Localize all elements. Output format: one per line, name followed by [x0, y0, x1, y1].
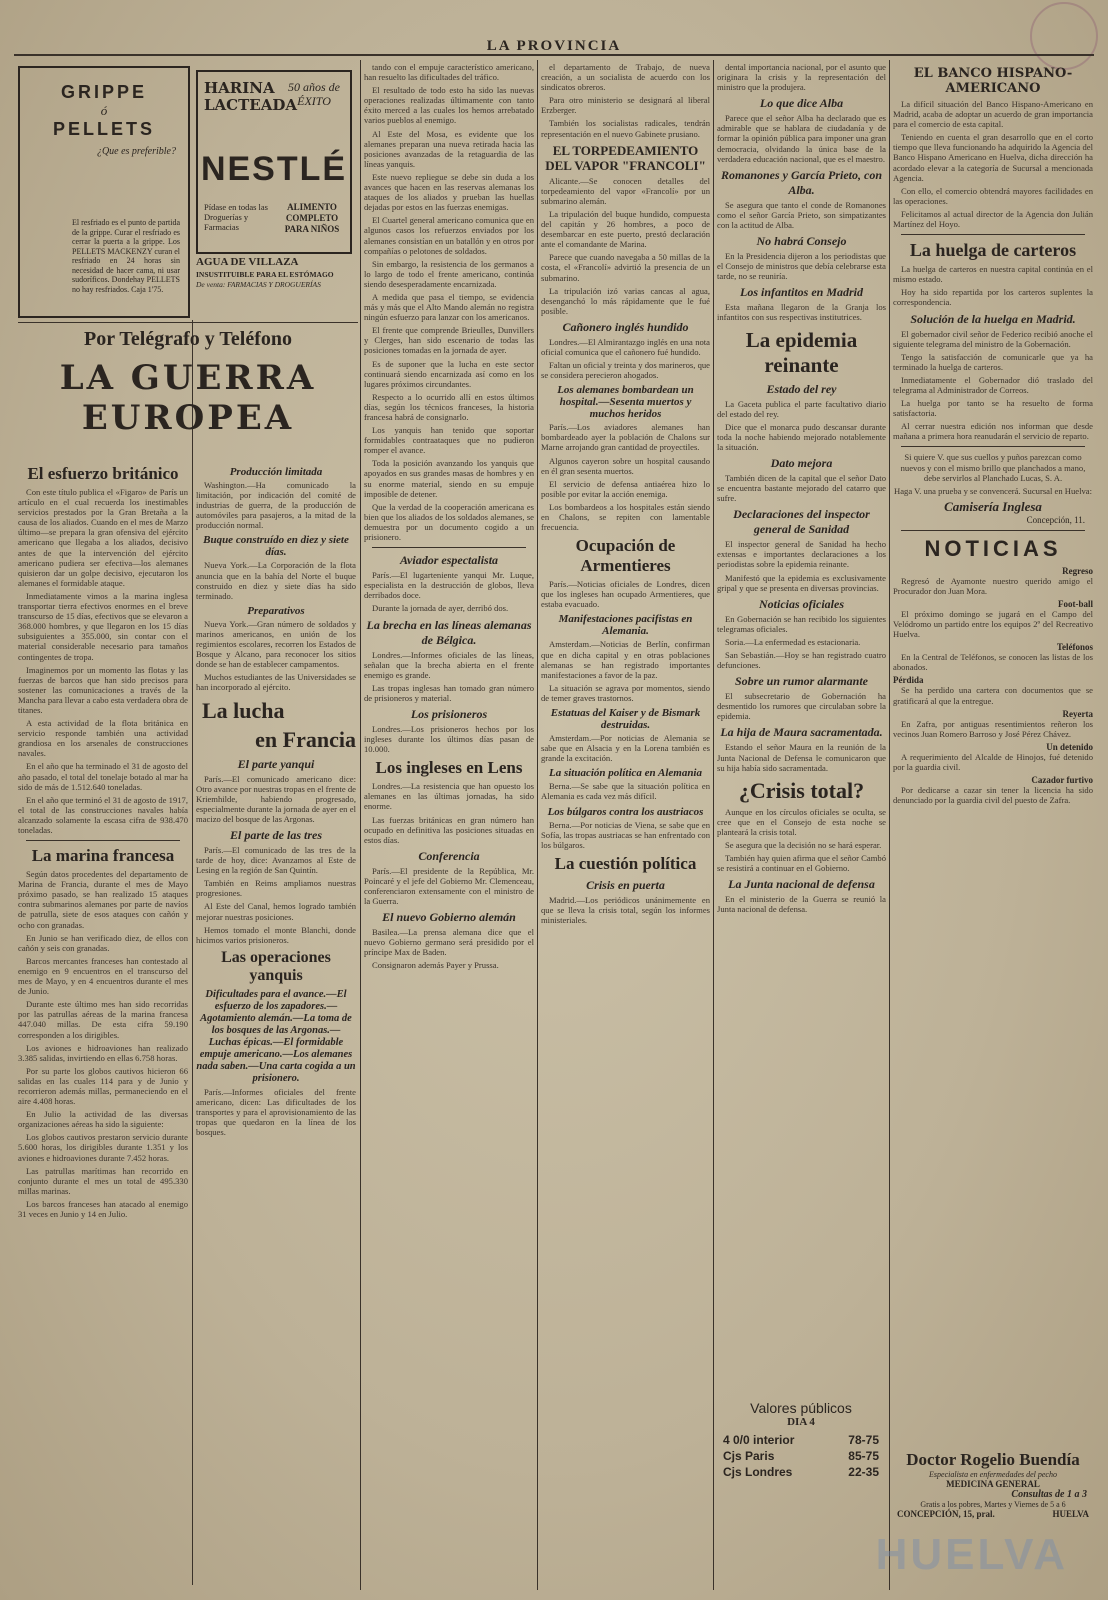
values-row	[717, 1432, 885, 1448]
top-rule	[14, 54, 1094, 56]
paragraph: Amsterdam.—Por noticias de Alemania se sabe que en Alsacia y en la Lorena también es grande la excitación.	[541, 733, 710, 764]
doctor-name: Doctor Rogelio Buendía	[906, 1450, 1080, 1469]
paragraph: Teniendo en cuenta el gran desarrollo que en el corto tiempo que lleva funcionando ha adquirido la Agencia del Banco Hispano Americano en Huelva, dicha dirección ha acordado elevar a la categoría de Sucursal a mencionada Agencia.	[893, 132, 1093, 183]
paragraph: París.—Noticias oficiales de Londres, dicen que los ingleses han ocupado Armentieres, que estaba evacuado.	[541, 579, 710, 610]
paragraph: Nueva York.—La Corporación de la flota anuncia que en la bahía del Norte el buque construido en diez y siete días ha sido terminado.	[196, 560, 356, 601]
heading-total-crisis: ¿Crisis total?	[738, 777, 865, 803]
nestle-sub-left: Pídase en todas las Droguerías y Farmacias	[204, 202, 268, 232]
paragraph: París.—El comunicado de las tres de la tarde de hoy, dice: Avanzamos al Este de Lesing en la región de San Quintín.	[196, 844, 356, 876]
paragraph: La difícil situación del Banco Hispano-Americano en Madrid, acaba de adoptar un acuerdo de gran importancia para el comercio de esta capital.	[893, 99, 1093, 130]
paragraph: La huelga de carteros en nuestra capital continúa en el mismo estado.	[893, 264, 1093, 285]
heading-french-navy: La marina francesa	[31, 846, 175, 866]
paragraph: Faltan un oficial y treinta y dos marineros, que se considera perecieron ahogados.	[541, 360, 710, 381]
divider	[901, 234, 1085, 235]
paragraph: Los aviones e hidroaviones han realizado 3.385 salidas, invirtiendo en ellas 6.758 horas.	[18, 1042, 188, 1063]
paragraph: dental importancia nacional, por el asunto que originara la crisis y la representación del ministro que la produjera.	[717, 62, 886, 93]
paragraph: San Sebastián.—Hoy se han registrado cuatro defunciones.	[717, 650, 886, 671]
paragraph: También hay quien afirma que el señor Cambó se resistirá a continuar en el Gobierno.	[717, 853, 886, 874]
news-heading: NOTICIAS	[924, 535, 1062, 561]
paragraph: Para otro ministerio se designará al liberal Erzberger.	[541, 95, 710, 116]
paragraph: Washington.—Ha comunicado la limitación, por indicación del comité de industrias de guerra, de la producción de automóviles para pasajeros, a la mitad de la producción normal.	[196, 480, 356, 531]
villaza-sale: De venta: FARMACIAS Y DROGUERÍAS	[196, 280, 321, 289]
grippe-question: ¿Que es preferible?	[96, 146, 176, 157]
nestle-left-label: HARINA LACTEADA	[204, 79, 298, 114]
values-row	[717, 1448, 885, 1464]
heading-infantitos: Los infantitos en Madrid	[739, 285, 864, 300]
heading-defense-junta: La Junta nacional de defensa	[728, 877, 875, 892]
heading-aviator: Aviador espectalista	[399, 553, 499, 568]
doctor-hours: Consultas de 1 a 3	[1011, 1489, 1087, 1500]
values-table	[717, 1432, 885, 1480]
heading-strike-madrid: Solución de la huelga en Madrid.	[910, 311, 1076, 326]
paragraph: Se asegura que tanto el conde de Romanones como el señor García Prieto, son simpatizantes con la actitud de Alba.	[717, 199, 886, 230]
paragraph: Algunos cayeron sobre un hospital causando en él gran sesenta muertos.	[541, 455, 710, 476]
paragraph: El servicio de defensa antiaérea hizo lo posible por evitar la acción enemiga.	[541, 478, 710, 499]
heading-british-effort: El esfuerzo británico	[27, 464, 179, 483]
archive-watermark: HUELVA	[875, 1530, 1068, 1579]
heading-crisis: Crisis en puerta	[586, 877, 665, 892]
villaza-sub: INSUSTITUIBLE PARA EL ESTÓMAGO	[196, 270, 334, 279]
paragraph: La tripulación izó varias cancas al agua, desenganchó lo más rápidamente que le fué posible.	[541, 285, 710, 316]
heading-conference: Conferencia	[418, 848, 480, 863]
pellets-title: PELLETS	[52, 119, 155, 139]
paragraph: En la Central de Teléfonos, se conocen las listas de los abonados.	[893, 652, 1093, 673]
library-stamp	[1030, 2, 1098, 70]
paragraph: Londres.—Los prisioneros hechos por los ingleses durante los últimos días pasan de 10.000.	[364, 723, 534, 755]
heading-political-question: La cuestión política	[554, 853, 697, 873]
paragraph: Madrid.—Los periódicos unánimemente en que se lleva la crisis total, según los informes ministeriales.	[541, 894, 710, 925]
paragraph: A medida que pasa el tiempo, se evidencia más y más que el Alto Mando alemán no registra ningún esfuerzo para lanzar con los americanos.	[364, 291, 534, 323]
paragraph: El Cuartel general americano comunica que en algunos casos los refuerzos enviados por los alemanes consistían en un batallón y en otros por compañías o pelotones de soldados.	[364, 215, 534, 256]
column-1	[18, 460, 188, 1585]
heading-poacher: Cazador furtivo	[1031, 775, 1093, 786]
masthead: LA PROVINCIA	[486, 38, 622, 54]
heading-strike: La huelga de carteros	[909, 240, 1077, 261]
villaza-title: AGUA DE VILLAZA	[196, 256, 299, 268]
paragraph: Las fuerzas británicas en gran número han ocupado en definitiva las posiciones situadas en estos días.	[364, 814, 534, 845]
heading-epidemic: La epidemia reinante	[745, 327, 858, 377]
heading-political-situation: La situación política en Alemania	[549, 767, 702, 780]
paragraph: Londres.—Informes oficiales de las líneas, señalan que la brecha abierta en el frente enemigo es grande.	[364, 649, 534, 680]
paragraph: Dice que el monarca pudo descansar durante toda la noche habiendo mejorado notablemente la situación.	[717, 421, 886, 452]
column-5	[717, 62, 886, 1392]
values-value: 22-35	[848, 1465, 879, 1479]
paragraph: Este nuevo repliegue se debe sin duda a los avances que hacen en las reservas alemanas los ataques de los aliados y prueban las huellas dejadas por estos en las fuerzas enemigas.	[364, 171, 534, 213]
heading-new-government: El nuevo Gobierno alemán	[382, 910, 516, 925]
paragraph: Regresó de Ayamonte nuestro querido amigo el Procurador don Juan Mora.	[893, 575, 1093, 596]
paragraph: En el ministerio de la Guerra se reunió la Junta nacional de defensa.	[717, 894, 886, 915]
paragraph: Alicante.—Se conocen detalles del torpedeamiento del vapor «Francolí» por un submarino alemán.	[541, 175, 710, 206]
heading-yankee-report: El parte yanqui	[237, 756, 315, 771]
values-name: Cjs Paris	[723, 1449, 775, 1463]
values-name: 4 0/0 interior	[723, 1433, 795, 1447]
paragraph: A esta actividad de la flota británica en servicio responde también una actividad grandiosa en los arsenales de construcciones navales.	[18, 718, 188, 759]
paragraph: Inmediatamente el Gobernador dió traslado del telegrama al Administrador de Correos.	[893, 374, 1093, 395]
heading-armentieres: Ocupación de Armentieres	[575, 536, 676, 576]
paragraph: El gobernador civil señor de Federico recibió anoche el siguiente telegrama del ministro de la Gobernación.	[893, 328, 1093, 349]
paragraph: Imaginemos por un momento las flotas y las fuerzas de barcos que han sido precisos para sostener las comunicaciones a través de la Mancha para llevar a cabo esta verdadera obra de titanes.	[18, 664, 188, 715]
paragraph: La Gaceta publica el parte facultativo diario del estado del rey.	[717, 398, 886, 419]
heading-breach: La brecha en las líneas alemanas de Bélgica.	[366, 617, 532, 647]
paragraph: La situación se agrava por momentos, siendo de temer graves trastornos.	[541, 682, 710, 703]
camiseria-address: Concepción, 11.	[1026, 514, 1085, 525]
heading-three-report: El parte de las tres	[230, 827, 322, 842]
divider	[372, 547, 526, 548]
paragraph: tando con el empuje característico americano, han resuelto las dificultades del tráfico.	[364, 62, 534, 83]
grippe-or: ó	[100, 103, 108, 118]
heading-fight-brawl: Reyerta	[1062, 708, 1093, 719]
heading-ship: Buque construído en diez y siete días.	[203, 534, 349, 559]
paragraph: Con ello, el comercio obtendrá mayores facilidades en las operaciones.	[893, 185, 1093, 206]
heading-difficulties: Dificultades para el avance.—El esfuerzo de los zapadores.—Agotamiento alemán.—La toma de los bosques de las Argonas.—Luchas épicas.—El formidable empuje americano.—Los alemanes nada saben.—Una carta cogida a un prisionero.	[196, 988, 356, 1084]
paragraph: Esta mañana llegaron de la Granja los infantitos con sus respectivas institutrices.	[717, 302, 886, 323]
heading-pacifist: Manifestaciones pacifistas en Alemania.	[558, 613, 693, 638]
heading-fight: La lucha	[202, 697, 285, 723]
paragraph: Que la verdad de la cooperación americana es bien que los aliados de los soldados alemanes, se demuestra por un documento cogido a un prisionero.	[364, 501, 534, 543]
war-heading-2: EUROPEA	[81, 398, 295, 438]
heading-dato: Dato mejora	[770, 455, 833, 470]
paragraph: También los socialistas radicales, tendrán representación en el nuevo Gabinete prusiano.	[541, 118, 710, 139]
paragraph: La huelga por tanto se ha resuelto de forma satisfactoria.	[893, 398, 1093, 419]
paragraph: Basilea.—La prensa alemana dice que el nuevo Gobierno germano será presidido por el príncipe Max de Baden.	[364, 927, 534, 958]
heading-in-france: en Francia	[255, 726, 356, 752]
paragraph: En Gobernación se han recibido los siguientes telegramas oficiales.	[717, 613, 886, 634]
paragraph: Respecto a lo ocurrido allí en estos últimos días, según los técnicos franceses, la historia francesa habrá de consignarlo.	[364, 391, 534, 422]
paragraph: Tengo la satisfacción de comunicarle que ya ha terminado la huelga de carteros.	[893, 351, 1093, 372]
public-values-box	[717, 1400, 885, 1550]
paragraph: Parece que el señor Alba ha declarado que es admirable que se hablara de ciudadanía y de formar la opinión pública para imponer una gran democracia, olvidando la única base de la verdadera educación nacional, que es el maestro.	[717, 113, 886, 164]
paragraph: el departamento de Trabajo, de nueva creación, a un socialista de acuerdo con los sindicatos obreros.	[541, 62, 710, 93]
paragraph: Nueva York.—Gran número de soldados y marinos americanos, en unión de los regimientos escolares, recorren los Estados de Bosque y Alcano, para reconocer los sitios donde se han de establecer campamentos.	[196, 618, 356, 670]
heading-yankee-ops: Las operaciones yanquis	[221, 948, 331, 984]
paragraph: Hoy ha sido repartida por los carteros suplentes la correspondencia.	[893, 287, 1093, 308]
nestle-brand: NESTLÉ	[200, 150, 348, 188]
paragraph: El próximo domingo se jugará en el Campo del Velódromo un partido entre los equipos 2º del Recreativo Huelva.	[893, 609, 1093, 640]
war-heading-1: LA GUERRA	[59, 358, 317, 398]
paragraph: En Zafra, por antiguas resentimientos reñeron los vecinos Juan Romero Barroso y José Pérez Chávez.	[893, 718, 1093, 739]
paragraph: Es de suponer que la lucha en este sector continuará siendo encarnizada así como en los lugares próximos circundantes.	[364, 358, 534, 389]
divider	[26, 840, 180, 841]
doctor-address: CONCEPCIÓN, 15, pral.	[897, 1509, 995, 1519]
heading-football: Foot-ball	[1058, 599, 1093, 609]
divider	[901, 446, 1085, 447]
paragraph: En el año que terminó el 31 de agosto de 1917, el total de las construcciones navales había alcanzado solamente la escasa cifra de 938.470 toneladas.	[18, 794, 188, 835]
camiseria-name: Camisería Inglesa	[944, 498, 1042, 514]
paragraph: Al Este del Canal, hemos logrado también mejorar nuestras posiciones.	[196, 901, 356, 922]
paragraph: Hemos tomado el monte Blanchi, donde hicimos varios prisioneros.	[196, 924, 356, 945]
heading-production: Producción limitada	[229, 466, 323, 478]
values-day: DIA 4	[787, 1416, 815, 1428]
paragraph: En la Presidencia dijeron a los periodistas que el Consejo de ministros que debía celebrarse esta tarde, no se reuniría.	[717, 251, 886, 282]
paragraph: En Junio se han verificado diez, de ellos con cañón y seis con granadas.	[18, 932, 188, 953]
heading-loss: Pérdida	[893, 675, 924, 686]
values-row	[717, 1464, 885, 1480]
paragraph: Londres.—El Almirantazgo inglés en una nota oficial comunica que el cañonero fué hundido.	[541, 336, 710, 357]
paragraph: Toda la posición avanzando los yanquis que apoyados en sus grandes masas de hombres y en su enorme material, siendo en su empuje imposible de detener.	[364, 458, 534, 499]
doctor-free: Gratis a los pobres, Martes y Viernes de 5 a 6	[920, 1500, 1066, 1509]
values-name: Cjs Londres	[723, 1465, 793, 1479]
paragraph: Los barcos franceses han atacado al enemigo 31 veces en Junio y 14 en Julio.	[18, 1198, 188, 1219]
heading-telephones: Teléfonos	[1056, 642, 1093, 653]
paragraph: Durante la jornada de ayer, derribó dos.	[372, 603, 509, 614]
paragraph: Muchos estudiantes de las Universidades se han incorporado al ejército.	[196, 672, 356, 693]
column-3	[364, 62, 534, 1587]
camiseria-mid: Haga V. una prueba y se convencerá. Sucursal en Huelva:	[894, 485, 1092, 496]
heading-alba: Lo que dice Alba	[759, 96, 844, 111]
paragraph: El inspector general de Sanidad ha hecho extensas e importantes declaraciones a los periodistas sobre la epidemia reinante.	[717, 539, 886, 570]
column-rule	[537, 60, 538, 1590]
camiseria-intro: Si quiere V. que sus cuellos y puños parezcan como nuevos y con el mismo brillo que planchados a mano, debe servirlos al Planchado Lucas, S. A.	[900, 452, 1086, 483]
paragraph: Felicitamos al actual director de la Agencia don Julián Martínez del Hoyo.	[893, 208, 1093, 230]
paragraph: París.—El comunicado americano dice: Otro avance por nuestras tropas en el frente de Kriemhilde, habiendo progresado, especialmente durante la jornada de ayer en el macizo del bosque de las Argonas.	[196, 773, 356, 824]
paragraph: Manifestó que la epidemia es exclusivamente gripal y que se presenta en diversas provincias.	[717, 572, 886, 593]
paragraph: Sin embargo, la resistencia de los germanos a lo largo de todo el frente americano, continúa siendo desesperadamente encarnizada.	[364, 258, 534, 289]
paragraph: Londres.—La resistencia que han opuesto los alemanes en las últimas jornadas, ha sido enorme.	[364, 781, 534, 812]
divider	[901, 530, 1085, 531]
heading-preparations: Preparativos	[247, 604, 305, 617]
heading-rumor: Sobre un rumor alarmante	[734, 674, 869, 689]
paragraph: Berna.—Se sabe que la situación política en Alemania es cada vez más difícil.	[541, 781, 710, 802]
values-value: 85-75	[848, 1449, 879, 1463]
heading-inspector: Declaraciones del inspector general de Sanidad	[733, 507, 870, 537]
paragraph: Se asegura que la decisión no se hará esperar.	[725, 840, 882, 851]
paragraph: Amsterdam.—Noticias de Berlín, confirman que en dicha capital y en otras poblaciones alemanas se han registrado importantes manifestaciones a favor de la paz.	[541, 639, 710, 680]
heading-torpedo: EL TORPEDEAMIENTO DEL VAPOR "FRANCOLI"	[545, 142, 706, 173]
heading-no-council: No habrá Consejo	[756, 234, 847, 249]
heading-official-news: Noticias oficiales	[759, 596, 844, 611]
heading-detained: Un detenido	[1046, 741, 1093, 752]
paragraph: Estando el señor Maura en la reunión de la Junta Nacional de Defensa le comunicaron que su hija había sido sacramentada.	[717, 742, 886, 773]
paragraph: Los globos cautivos prestaron servicio durante 5.600 horas, los dirigibles durante 1.351 y los aviones e hidroaviones durante 7.452 horas.	[18, 1132, 188, 1163]
paragraph: El subsecretario de Gobernación ha desmentido los rumores que circulaban sobre la epidemia.	[717, 691, 886, 722]
paragraph: París.—Informes oficiales del frente americano, dicen: Las dificultades de los transportes y para el aprovisionamiento de las tropas que quedaron en la línea de los bosques.	[196, 1086, 356, 1138]
paragraph: A requerimiento del Alcalde de Hinojos, fué detenido por la guardia civil.	[893, 751, 1093, 772]
paragraph: Durante este último mes han sido recorridas por las patrullas aéreas de la marina francesa 447.040 millas. De esta cifra 59.190 corresponden a los dirigibles.	[18, 999, 188, 1040]
heading-prisoners: Los prisioneros	[410, 706, 488, 721]
column-rule	[713, 60, 714, 1590]
column-rule	[889, 60, 890, 1590]
column-4	[541, 62, 710, 1442]
paragraph: Soria.—La enfermedad es estacionaria.	[725, 636, 861, 647]
paragraph: Inmediatamente vimos a la marina inglesa transportar tierra efectivos enormes en el breve transcurso de 15 días, efectivos que se elevaron a 368.000 hombres, y que llegaron en los 15 días subsiguientes a 355.000, sin contar con el material considerable necesario para tamaños contingentes de tropa.	[18, 590, 188, 662]
doctor-specialty: Especialista en enfermedades del pecho	[929, 1470, 1057, 1479]
telegraph-heading: Por Telégrafo y Teléfono	[84, 328, 292, 350]
paragraph: Barcos mercantes franceses han contestado al enemigo en 9 encuentros en el transcurso del mes de Mayo, y en 4 encuentros durante el mes de Junio.	[18, 955, 188, 997]
grippe-title: GRIPPE	[60, 82, 148, 102]
paragraph: Por su parte los globos cautivos hicieron 66 salidas en las cuales 114 para y de Junio y recorrieron además millas, permaneciendo en el aire 4.408 horas.	[18, 1065, 188, 1107]
heading-statues: Estatuas del Kaiser y de Bismark destruidas.	[550, 707, 701, 732]
doctor-city: HUELVA	[1052, 1509, 1089, 1519]
heading-romanones: Romanones y García Prieto, con Alba.	[721, 167, 882, 197]
paragraph: También en Reims ampliamos nuestras progresiones.	[196, 878, 356, 899]
heading-bank: EL BANCO HISPANO-AMERICANO	[913, 66, 1073, 96]
heading-english-lens: Los ingleses en Lens	[375, 758, 523, 778]
paragraph: Por dedicarse a cazar sin tener la licencia ha sido denunciado por la guardia civil del puesto de Zafra.	[893, 785, 1093, 806]
paragraph: Se ha perdido una cartera con documentos que se gratificará al que la entregue.	[893, 685, 1093, 706]
paragraph: Consignaron además Payer y Prussa.	[372, 960, 499, 971]
grippe-advertisement	[18, 66, 190, 318]
paragraph: Según datos procedentes del departamento de Marina de Francia, durante el mes de Mayo próximo pasado, se han realizado 15 ataques contra submarinos alemanes por parte de navíos de patrulla, siete de esos ataques con cañón y ocho con granadas.	[18, 869, 188, 930]
paragraph: París.—El lugarteniente yanqui Mr. Luque, especialista en la destrucción de globos, lleva derribados doce.	[364, 570, 534, 601]
nestle-sub-right: ALIMENTO COMPLETO PARA NIÑOS	[284, 202, 340, 234]
section-rule	[18, 322, 358, 323]
column-rule	[360, 60, 361, 1590]
values-value: 78-75	[848, 1433, 879, 1447]
paragraph: La tripulación del buque hundido, compuesta del capitán y 26 hombres, a poco de desembarcar en este puerto, prestó declaración ante el comandante de Marina.	[541, 208, 710, 250]
grippe-body: El resfriado es el punto de partida de la grippe. Curar el resfriado es cerrar la puerta a la grippe. Los PELLETS MACKENZY curan el resfriado en 24 horas sin necesidad de hacer cama, ni usar sudoríficos. Dondehay PELLETS no hay resfriados. Caja 1'75.	[72, 218, 180, 294]
column-2	[196, 462, 356, 1587]
paragraph: El resultado de todo esto ha sido las nuevas operaciones realizadas últimamente con tanto éxito merced a las cuales los hemos arrebatado varios pueblos al enemigo.	[364, 85, 534, 126]
paragraph: Con este título publica el «Figaro» de París un artículo en el cual recuerda los inestimables servicios prestados por la Gran Bretaña a la causa de los aliados. Cuando en el mes de Marzo último—se prepara la gran ofensiva del ejército americano que llegaba a los aliados, decisivo antes de que la intervención del ejército americano pudiera ser efectiva—los alemanes quisieron dar un golpe decisivo, ejecutaron los alemanes el formidable ataque.	[18, 487, 188, 588]
heading-bulgarians: Los búlgaros contra los austriacos	[547, 805, 704, 818]
paragraph: También dicen de la capital que el señor Dato se encuentra bastante mejorado del catarro que sufre.	[717, 472, 886, 504]
heading-maura-daughter: La hija de Maura sacramentada.	[720, 725, 883, 740]
nestle-advertisement	[196, 70, 352, 254]
paragraph: Al cerrar nuestra edición nos informan que desde mañana a primera hora reanudarán el servicio de reparto.	[893, 421, 1093, 442]
paragraph: El frente que comprende Brieulles, Dunvillers y Clerges, han sido escenario de todas las posiciones tomadas en la jornada de ayer.	[364, 325, 534, 356]
heading-return: Regreso	[1062, 565, 1093, 576]
paragraph: Las tropas inglesas han tomado gran número de prisioneros y material.	[364, 682, 534, 703]
paragraph: Aunque en los círculos oficiales se oculta, se cree que en el Consejo de esta noche se planteará la crisis total.	[717, 806, 886, 837]
paragraph: En Julio la actividad de las diversas organizaciones aéreas ha sido la siguiente:	[18, 1109, 188, 1130]
column-6	[893, 62, 1093, 1587]
paragraph: Berna.—Por noticias de Viena, se sabe que en Sofía, las tropas austriacas se han enfrentado con los búlgaros.	[541, 819, 710, 850]
paragraph: Los yanquis han tenido que soportar formidables contraataques que no pudieron romper el avance.	[364, 425, 534, 456]
column-rule	[192, 320, 193, 1585]
paragraph: Al Este del Mosa, es evidente que los alemanes preparan una nueva retirada hacia las posiciones avanzadas de la retaguardia de las líneas yanquis.	[364, 128, 534, 169]
values-title: Valores públicos	[750, 1400, 852, 1416]
nestle-right-label: 50 años de ÉXITO	[288, 80, 340, 108]
doctor-general: MEDICINA GENERAL	[946, 1479, 1040, 1489]
paragraph: París.—El presidente de la República, Mr. Poincaré y el jefe del Gobierno Mr. Clemenceau, conferenciaron extensamente con el ministro de la Guerra.	[364, 865, 534, 907]
paragraph: Parece que cuando navegaba a 50 millas de la costa, el «Francolí» advirtió la presencia de un submarino.	[541, 252, 710, 283]
paragraph: Los bombardeos a los hospitales están siendo en Chalons, se repiten con lamentable frecuencia.	[541, 501, 710, 533]
heading-gunboat: Cañonero inglés hundido	[562, 319, 689, 334]
heading-king-state: Estado del rey	[766, 381, 837, 396]
heading-hospital: Los alemanes bombardean un hospital.—Sesenta muertos y muchos heridos	[557, 384, 694, 421]
paragraph: París.—Los aviadores alemanes han bombardeado ayer la población de Chalons sur Marne arrojando gran cantidad de proyectiles.	[541, 422, 710, 453]
paragraph: Las patrullas marítimas han recorrido en conjunto durante el mes un total de 495.330 millas marinas.	[18, 1165, 188, 1196]
paragraph: En el año que ha terminado el 31 de agosto del año pasado, el total del tonelaje botado al mar ha sido de más de 1.512.640 toneladas.	[18, 761, 188, 792]
